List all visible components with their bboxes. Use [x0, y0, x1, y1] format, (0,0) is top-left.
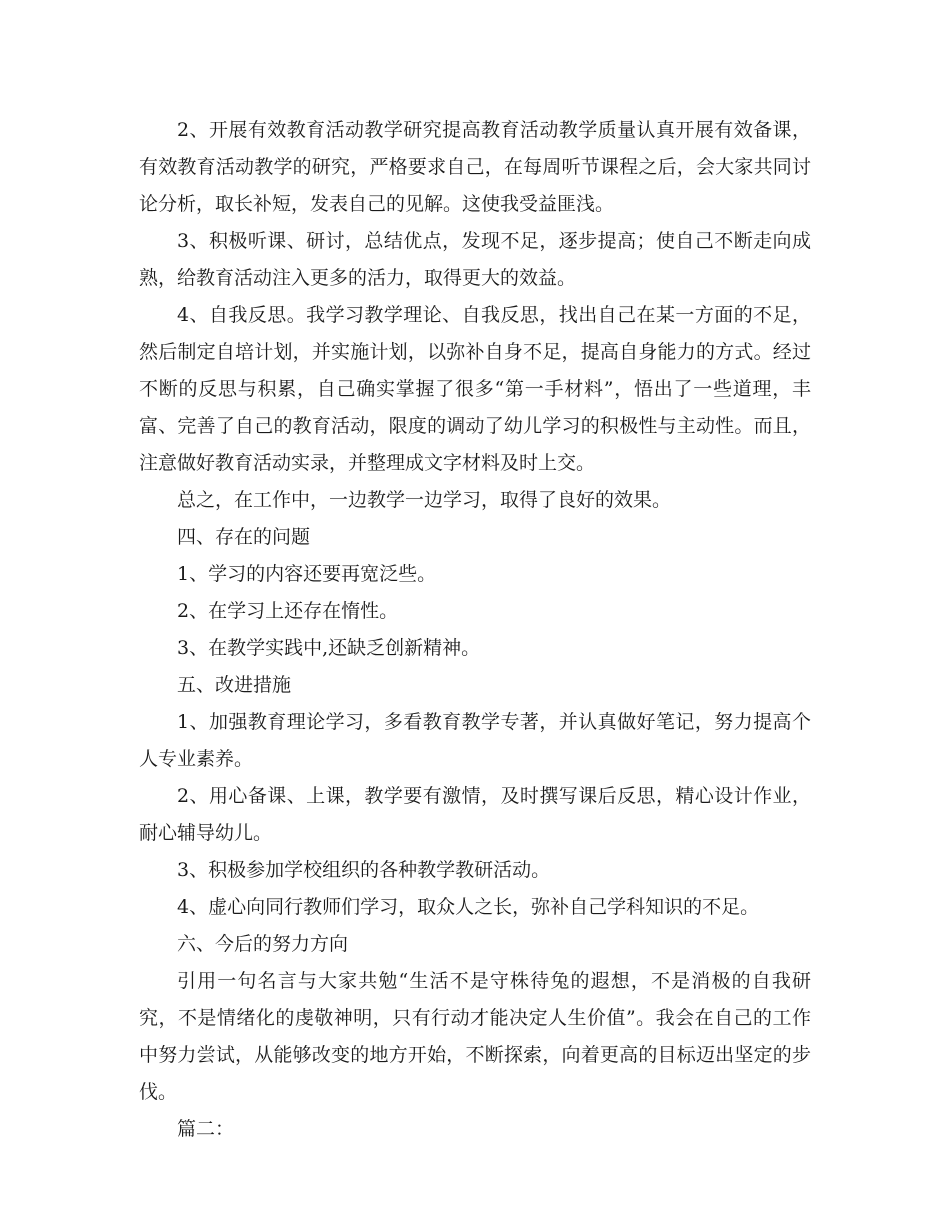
- paragraph-item-2-effective-teaching: 2、开展有效教育活动教学研究提高教育活动教学质量认真开展有效备课，有效教育活动教学的研究，严格要求自己，在每周听节课程之后，会大家共同讨论分析，取长补短，发表自己的见解。这使我受益匪浅。: [139, 119, 811, 215]
- improvement-item-2: 2、用心备课、上课，教学要有激情，及时撰写课后反思，精心设计作业，耐心辅导幼儿。: [139, 785, 811, 844]
- paragraph-quote-conclusion: 引用一句名言与大家共勉“生活不是守株待兔的遐想，不是消极的自我研究，不是情绪化的虔敬神明，只有行动才能决定人生价值”。我会在自己的工作中努力尝试，从能够改变的地方开始，不断探索，向着更高的目标迈出坚定的步伐。: [139, 970, 811, 1103]
- problem-item-3: 3、在教学实践中,还缺乏创新精神。: [177, 637, 481, 659]
- improvement-item-1: 1、加强教育理论学习，多看教育教学专著，并认真做好笔记，努力提高个人专业素养。: [139, 711, 811, 770]
- section-heading-improvements: 五、改进措施: [177, 674, 292, 696]
- improvement-item-3: 3、积极参加学校组织的各种教学教研活动。: [177, 859, 551, 881]
- improvement-item-4: 4、虚心向同行教师们学习，取众人之长，弥补自己学科知识的不足。: [177, 896, 760, 918]
- paragraph-item-3-lesson-observation: 3、积极听课、研讨，总结优点，发现不足，逐步提高；使自己不断走向成熟，给教育活动注入更多的活力，取得更大的效益。: [139, 230, 811, 289]
- paragraph-item-4-self-reflection: 4、自我反思。我学习教学理论、自我反思，找出自己在某一方面的不足，然后制定自培计划，并实施计划，以弥补自身不足，提高自身能力的方式。经过不断的反思与积累，自己确实掌握了很多“第一手材料”，悟出了一些道理，丰富、完善了自己的教育活动，限度的调动了幼儿学习的积极性与主动性。而且，注意做好教育活动实录，并整理成文字材料及时上交。: [139, 304, 811, 474]
- paragraph-summary: 总之，在工作中，一边教学一边学习，取得了良好的效果。: [177, 489, 672, 511]
- section-heading-future-direction: 六、今后的努力方向: [177, 933, 349, 955]
- problem-item-1: 1、学习的内容还要再宽泛些。: [177, 563, 437, 585]
- section-heading-problems: 四、存在的问题: [177, 526, 311, 548]
- document-body: [139, 112, 811, 1148]
- part-two-heading: 篇二：: [177, 1118, 235, 1140]
- problem-item-2: 2、在学习上还存在惰性。: [177, 600, 399, 622]
